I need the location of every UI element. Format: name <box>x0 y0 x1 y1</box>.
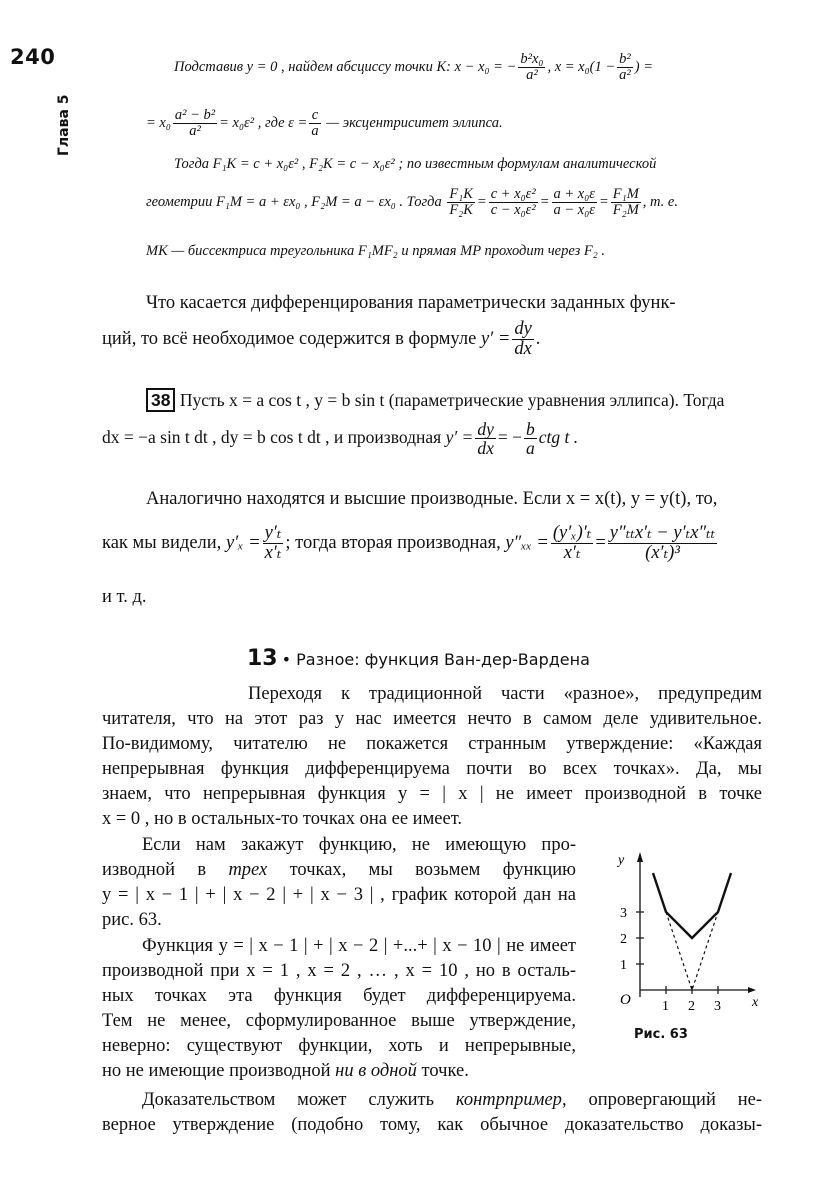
fraction <box>608 524 717 564</box>
graph-line <box>653 873 731 938</box>
p2-line-4: рис. 63. <box>102 910 162 930</box>
p3-line-2: производной при x = 1 , x = 2 , … , x = 10 , но в осталь- <box>102 961 576 981</box>
figure-63 <box>596 842 772 1022</box>
fraction <box>309 108 320 139</box>
higher-line-2 <box>102 524 719 564</box>
p1-line-1: Переходя к традиционной части «разное», предупредим <box>248 684 762 704</box>
origin-label: O <box>620 992 631 1008</box>
y-tick-label: 2 <box>620 932 627 947</box>
intro-line-3: Тогда F₁K = c + x₀ε² , F₂K = c − x₀ε² ; по известным формулам аналитической <box>174 156 657 172</box>
frac-den: a² <box>189 123 201 140</box>
frac-den: (x′ₜ)³ <box>645 543 680 564</box>
p1-line-6: x = 0 , но в остальных-то точках она ее имеет. <box>102 809 463 829</box>
math: y′ = <box>480 329 511 350</box>
frac-den: a − x₀ε <box>553 202 595 219</box>
section-heading <box>247 646 590 671</box>
math: ctg t . <box>538 426 579 447</box>
higher-line-3: и т. д. <box>102 587 147 607</box>
intro-line-5: MK — биссектриса треугольника F₁MF₂ и прямая MP проходит через F₂ . <box>146 243 605 259</box>
intro-text: Подставив y = 0 , найдем абсциссу точки K: <box>174 59 451 76</box>
section-number: 13 <box>247 646 278 671</box>
example-text: dx = −a sin t dt , dy = b cos t dt , и производная <box>102 426 442 447</box>
frac-num: F₁K <box>449 186 473 202</box>
fraction <box>552 187 597 218</box>
frac-num: a + x₀ε <box>553 186 595 202</box>
frac-num: dy <box>514 319 532 339</box>
text: изводной в <box>102 860 229 880</box>
math: = x₀ <box>146 115 171 132</box>
frac-den: a <box>526 438 535 459</box>
math: = x₀ε² , где ε = <box>219 115 308 132</box>
frac-num: c <box>309 108 320 124</box>
fraction <box>263 524 284 564</box>
chapter-label <box>54 88 78 156</box>
frac-den: a² <box>619 67 631 84</box>
figure-caption: Рис. 63 <box>634 1027 688 1042</box>
paragraph-3 <box>102 934 576 1084</box>
p1-line-2: читателя, что на этот раз у нас имеется нечто в самом деле удивительное. <box>102 709 762 729</box>
math: y′ = <box>445 426 474 447</box>
example-number: 38 <box>146 388 175 412</box>
p1-line-3: По-видимому, читателю не покажется странным утверждение: «Каждая <box>102 734 762 754</box>
x-tick-label: 3 <box>714 999 721 1014</box>
math: ) = <box>634 59 653 76</box>
intro-text: геометрии F₁M = a + εx₀ , F₂M = a − εx₀ . Тогда <box>146 194 442 211</box>
frac-num: a² − b² <box>174 107 216 123</box>
frac-den: c − x₀ε² <box>490 202 536 219</box>
p3-line-5: неверно: существуют функции, хоть и непрерывные, <box>102 1036 576 1056</box>
higher-line-1: Аналогично находятся и высшие производные. Если x = x(t), y = y(t), то, <box>146 489 718 509</box>
frac-num: c + x₀ε² <box>490 186 536 202</box>
param-line-1: Что касается дифференцирования параметрически заданных функ- <box>146 293 676 313</box>
frac-num: y″ₜₜx′ₜ − y′ₜx″ₜₜ <box>609 523 716 543</box>
frac-num: F₁M <box>612 186 639 202</box>
text: , опровергающий не- <box>561 1090 762 1110</box>
fraction <box>611 187 641 218</box>
paragraph-4 <box>102 1088 762 1138</box>
section-title: • Разное: функция Ван-дер-Вардена <box>281 650 590 669</box>
frac-den: F₂K <box>449 202 473 219</box>
figure-marks <box>620 873 731 1014</box>
p2-line-3: y = | x − 1 | + | x − 2 | + | x − 3 | , график которой дан на <box>102 885 576 905</box>
intro-line-4: геометрии F₁M = a + εx₀ , F₂M = a − εx₀ . Тогда $\frac{\text{F₁K}}{\text{F₂K}}$ = $\frac{\text{c + x₀ε²}}{\text{c − x₀ε²}}$ = $\frac{\text{a + x₀ε}}{\text{a − x₀ε}}$ = $\frac{\text{F₁M}}{\text{F₂M}}$ , т. е. <box>146 186 678 219</box>
y-tick-label: 3 <box>620 906 627 921</box>
y-axis-label: y <box>618 853 625 868</box>
param-line-2: ций, то всё необходимое содержится в формуле y′ = $\frac{dy}{dx}$ . <box>102 319 541 360</box>
y-tick-label: 1 <box>620 958 627 973</box>
intro-line-2 <box>146 108 503 139</box>
figure-axes <box>616 852 759 1010</box>
frac-den: x′ₜ <box>563 543 581 564</box>
text: но не имеющие производной <box>102 1061 336 1081</box>
fraction <box>512 320 533 360</box>
frac-num: y′ₜ <box>264 523 282 543</box>
p1-line-4: непрерывная функция дифференцируема почти во всех точках». Да, мы <box>102 759 762 779</box>
emphasis: трех <box>228 860 268 880</box>
frac-den: F₂M <box>612 202 639 219</box>
frac-num: b² <box>619 51 631 67</box>
example-text: Пусть x = a cos t , y = b sin t (параметрические уравнения эллипса). Тогда <box>179 390 725 410</box>
higher-text: ; тогда вторая производная, <box>285 533 501 554</box>
frac-den: a <box>311 123 319 140</box>
p3-line-4: Тем не менее, сформулированное выше утверждение, <box>102 1011 576 1031</box>
p4-line-2: верное утверждение (подобно тому, как обычное доказательство доказы- <box>102 1115 762 1135</box>
math: x − x₀ = − <box>454 59 517 76</box>
fraction <box>173 108 217 139</box>
p2-line-2 <box>102 858 576 883</box>
p3-line-3: ных точках эта функция будет дифференцируема. <box>102 986 576 1006</box>
frac-den: x′ₜ <box>264 543 282 564</box>
math: = <box>595 533 606 554</box>
frac-num: (y′ₓ)′ₜ <box>552 523 592 543</box>
example-38-line-2 <box>102 420 578 458</box>
p2-line-1: Если нам закажут функцию, не имеющую про- <box>142 835 576 855</box>
p4-line-1 <box>102 1088 762 1113</box>
fraction <box>447 187 475 218</box>
frac-den: dx <box>514 339 532 360</box>
x-axis-arrow-icon <box>748 987 756 993</box>
text: точке. <box>416 1061 469 1081</box>
chapter-text: Глава 5 <box>56 94 72 156</box>
paragraph-1 <box>102 682 762 832</box>
fraction <box>551 524 593 564</box>
math: , x = x₀(1 − <box>547 59 616 76</box>
emphasis: ни в одной <box>335 1061 417 1081</box>
intro-text: — эксцентриситет эллипса. <box>322 115 503 132</box>
param-text: ций, то всё необходимое содержится в формуле <box>102 329 477 350</box>
fraction <box>518 52 545 83</box>
text: точках, мы возьмем функцию <box>267 860 576 880</box>
fraction <box>475 420 496 458</box>
text: Доказательством может служить <box>142 1090 456 1110</box>
fraction <box>617 52 633 83</box>
example-38-line-1 <box>146 388 724 412</box>
fraction <box>489 187 538 218</box>
y-axis-arrow-icon <box>637 852 643 862</box>
paragraph-2 <box>102 833 576 933</box>
frac-num: b²x₀ <box>520 51 544 67</box>
x-axis-label: x <box>752 995 759 1010</box>
frac-num: dy <box>477 419 494 439</box>
p3-line-6 <box>102 1059 576 1084</box>
x-tick-label: 1 <box>662 999 669 1014</box>
math: y′ₓ = <box>225 533 261 554</box>
math: y″ₓₓ = <box>505 533 549 554</box>
p1-line-5: знаем, что непрерывная функция y = | x | не имеет производной в точке <box>102 784 762 804</box>
frac-den: a² <box>526 67 538 84</box>
fraction <box>524 420 537 458</box>
frac-den: dx <box>477 438 494 459</box>
higher-text: как мы видели, <box>102 533 222 554</box>
intro-text: , т. е. <box>642 194 678 211</box>
math: = − <box>497 426 522 447</box>
page-number: 240 <box>10 45 56 69</box>
p3-line-1: Функция y = | x − 1 | + | x − 2 | +...+ | x − 10 | не имеет <box>142 936 576 956</box>
emphasis: контрпример <box>455 1090 562 1110</box>
graph-dashed-line <box>666 912 718 990</box>
x-tick-label: 2 <box>688 999 695 1014</box>
frac-num: b <box>526 419 535 439</box>
intro-line-1 <box>174 52 653 83</box>
